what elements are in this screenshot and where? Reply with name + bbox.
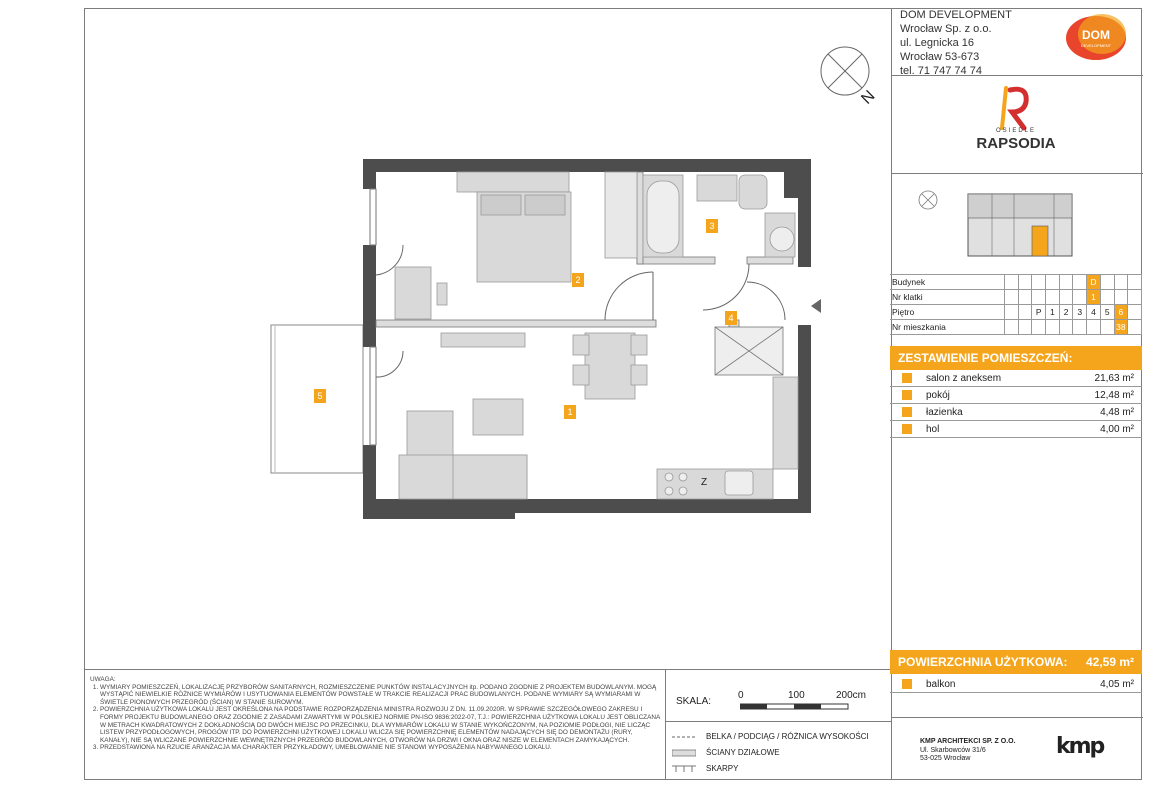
notes-section [90,676,662,752]
floor-6-selected: 6 [1114,305,1128,320]
rapsodia-logo [940,84,1100,164]
dom-development-logo [1062,10,1132,62]
architect-street: Ul. Skarbowców 31/6 [920,746,986,754]
usable-area-heading [890,650,1142,674]
unit-row [890,320,1142,335]
floor-5: 5 [1100,305,1114,320]
floor-label: Piętro [890,305,1004,320]
floor-3: 3 [1073,305,1087,320]
building-key-plan [896,174,1136,266]
floor-plan [85,9,891,669]
floor-p: P [1032,305,1046,320]
note-3: 3. PRZEDSTAWIONA NA RZUCIE ARANŻACJA MA CHARAKTER PRZYKŁADOWY, UMEBLOWANIE NIE STANOWI WYPOSAŻENIA NABYWANEGO LOKALU. [100,744,662,752]
room-2-area: 12,48 m² [1094,390,1134,401]
floor-row [890,305,1142,320]
room-row-3 [890,404,1142,421]
company-street: ul. Legnicka 16 [900,37,974,49]
notes-list [90,684,662,752]
usable-area-value: 42,59 m² [1085,655,1134,669]
legend-slopes-label: SKARPY [706,764,739,773]
scale-legend-divider [665,721,891,722]
architect-city: 53-025 Wrocław [920,755,971,762]
notes-divider [85,669,891,670]
room-4-name: hol [926,424,940,435]
staircase-value: 1 [1087,290,1101,305]
room-4-label: 4 [725,311,737,325]
legend-slopes [672,762,902,776]
scale-label: SKALA: [676,696,712,707]
building-row [890,275,1142,290]
company-city: Wrocław 53-673 [900,51,980,63]
floor-1: 1 [1046,305,1060,320]
architect-divider [891,717,1143,718]
room-4-marker [902,424,912,434]
kmp-logo: kmp [1056,734,1104,759]
unit-label: Nr mieszkania [890,320,1004,335]
notes-title: UWAGA: [90,676,116,683]
room-3-label: 3 [706,219,718,233]
unit-value: 38 [1114,320,1128,335]
company-phone: tel. 71 747 74 74 [900,65,982,77]
entrance-marker [811,299,821,313]
legend-beam-label: BELKA / PODCIĄG / RÓŻNICA WYSOKOŚCI [706,732,869,741]
balcony-marker [902,679,912,689]
staircase-row [890,290,1142,305]
scale-bar-graphic [740,702,850,712]
usable-area-label: POWIERZCHNIA UŻYTKOWA: [898,655,1068,669]
scale-tick-200: 200cm [836,690,867,701]
architect-info [920,738,1016,764]
balcony-name: balkon [926,679,956,690]
legend-walls [672,746,902,760]
room-1-name: salon z aneksem [926,373,1002,384]
floor-4: 4 [1087,305,1101,320]
scale-bar [676,696,711,707]
north-label: N [858,87,879,108]
rooms-summary-heading: ZESTAWIENIE POMIESZCZEŃ: [890,346,1142,370]
room-1-label: 1 [564,405,576,419]
room-1-marker [902,373,912,383]
unit-parameters-table [890,274,1142,335]
rapsodia-logo-line2: RAPSODIA [976,135,1056,152]
notes-scale-divider [665,669,666,779]
balcony-area: 4,05 m² [1100,679,1134,690]
room-2-name: pokój [926,390,950,401]
fridge-label: Z [701,477,708,488]
legend-walls-label: ŚCIANY DZIAŁOWE [706,748,780,757]
bathroom-fixtures [643,175,795,257]
note-2: 2. POWIERZCHNIA UŻYTKOWA LOKALU JEST OKREŚLONA NA PODSTAWIE ROZPORZĄDZENIA MINISTRA ROZWOJU Z DN. 11.09.2020R. W SPRAWIE SZCZEGÓŁOWEGO ZAKRESU I FORMY PROJEKTU BUDOWLANEGO ORAZ ZGODNIE Z ZASADAMI ZAWARTYMI W POLSKIEJ NORMIE PN-ISO 9836:2022-07, T.J.: POWIERZCHNIA UŻYTKOWA LOKALU JEST OBLICZANA W METRACH KWADRATOWYCH Z DOKŁADNOŚCIĄ DO DWÓCH MIEJSC PO PRZECINKU, DLA WYMIARÓW LOKALU W STANIE WYKOŃCZONYM, NA POZIOMIE PODŁOGI, NIE LICZĄC LISTEW PRZYPODŁOGOWYCH, PROGÓW ITP. DO POWIERZCHNI UŻYTKOWEJ LOKALU WLICZA SIĘ POWIERZCHNIĘ ELEMENTÓW NADAJĄCYCH SIĘ DO DEMONTAŻU (RURY, KANAŁY), NIE SĄ WLICZANE POWIERZCHNIE WEWNĘTRZNYCH PRZEGRÓD BUDOWLANYCH, OTWORÓW NA DRZWI I OKNA ORAZ NISZE W ELEMENTACH ZAMYKAJĄCYCH. [100,706,662,744]
room-row-1 [890,370,1142,387]
mini-compass-icon [919,191,937,209]
room-2-marker [902,390,912,400]
room-5-label: 5 [314,389,326,403]
scale-tick-100: 100 [788,690,805,701]
building-label: Budynek [890,275,1004,290]
rapsodia-logo-line1: OSIEDLE [995,128,1037,134]
compass-icon [821,47,869,95]
company-info [900,8,1012,78]
room-1-area: 21,63 m² [1094,373,1134,384]
bedroom-furniture [395,172,637,319]
room-row-2 [890,387,1142,404]
dom-logo-line1: DOM [1082,28,1110,42]
architect-name: KMP ARCHITEKCI SP. Z O.O. [920,738,1016,745]
note-1: 1. WYMIARY POMIESZCZEŃ, LOKALIZACJĘ PRZYBORÓW SANITARNYCH, ROZMIESZCZENIE PUNKTÓW INSTALACYJNYCH itp. PODANO ZGODNIE Z PROJEKTEM BUDOWLANYM. MOGĄ WYSTĄPIĆ NIEWIELKIE RÓŻNICE WYMIARÓW I USYTUOWANIA ELEMENTÓW POWSTAŁE W TRAKCIE REALIZACJI PRAC BUDOWLANYCH. PODANE WYMIARY SĄ WYMIARAMI W ŚWIETLE PIONOWYCH PRZEGRÓD (ŚCIAN) W STANIE SUROWYM. [100,684,662,707]
legend-beam [672,730,902,744]
balcony-row [890,676,1142,693]
dom-logo-line2: DEVELOPMENT [1080,43,1112,48]
room-3-area: 4,48 m² [1100,407,1134,418]
room-row-4 [890,421,1142,438]
company-entity: Wrocław Sp. z o.o. [900,23,992,35]
company-name: DOM DEVELOPMENT [900,9,1012,21]
staircase-label: Nr klatki [890,290,1004,305]
scale-tick-0: 0 [738,690,744,701]
room-2-label: 2 [572,273,584,287]
building-value: D [1087,275,1101,290]
room-4-area: 4,00 m² [1100,424,1134,435]
room-3-marker [902,407,912,417]
floor-2: 2 [1059,305,1073,320]
room-3-name: łazienka [926,407,963,418]
